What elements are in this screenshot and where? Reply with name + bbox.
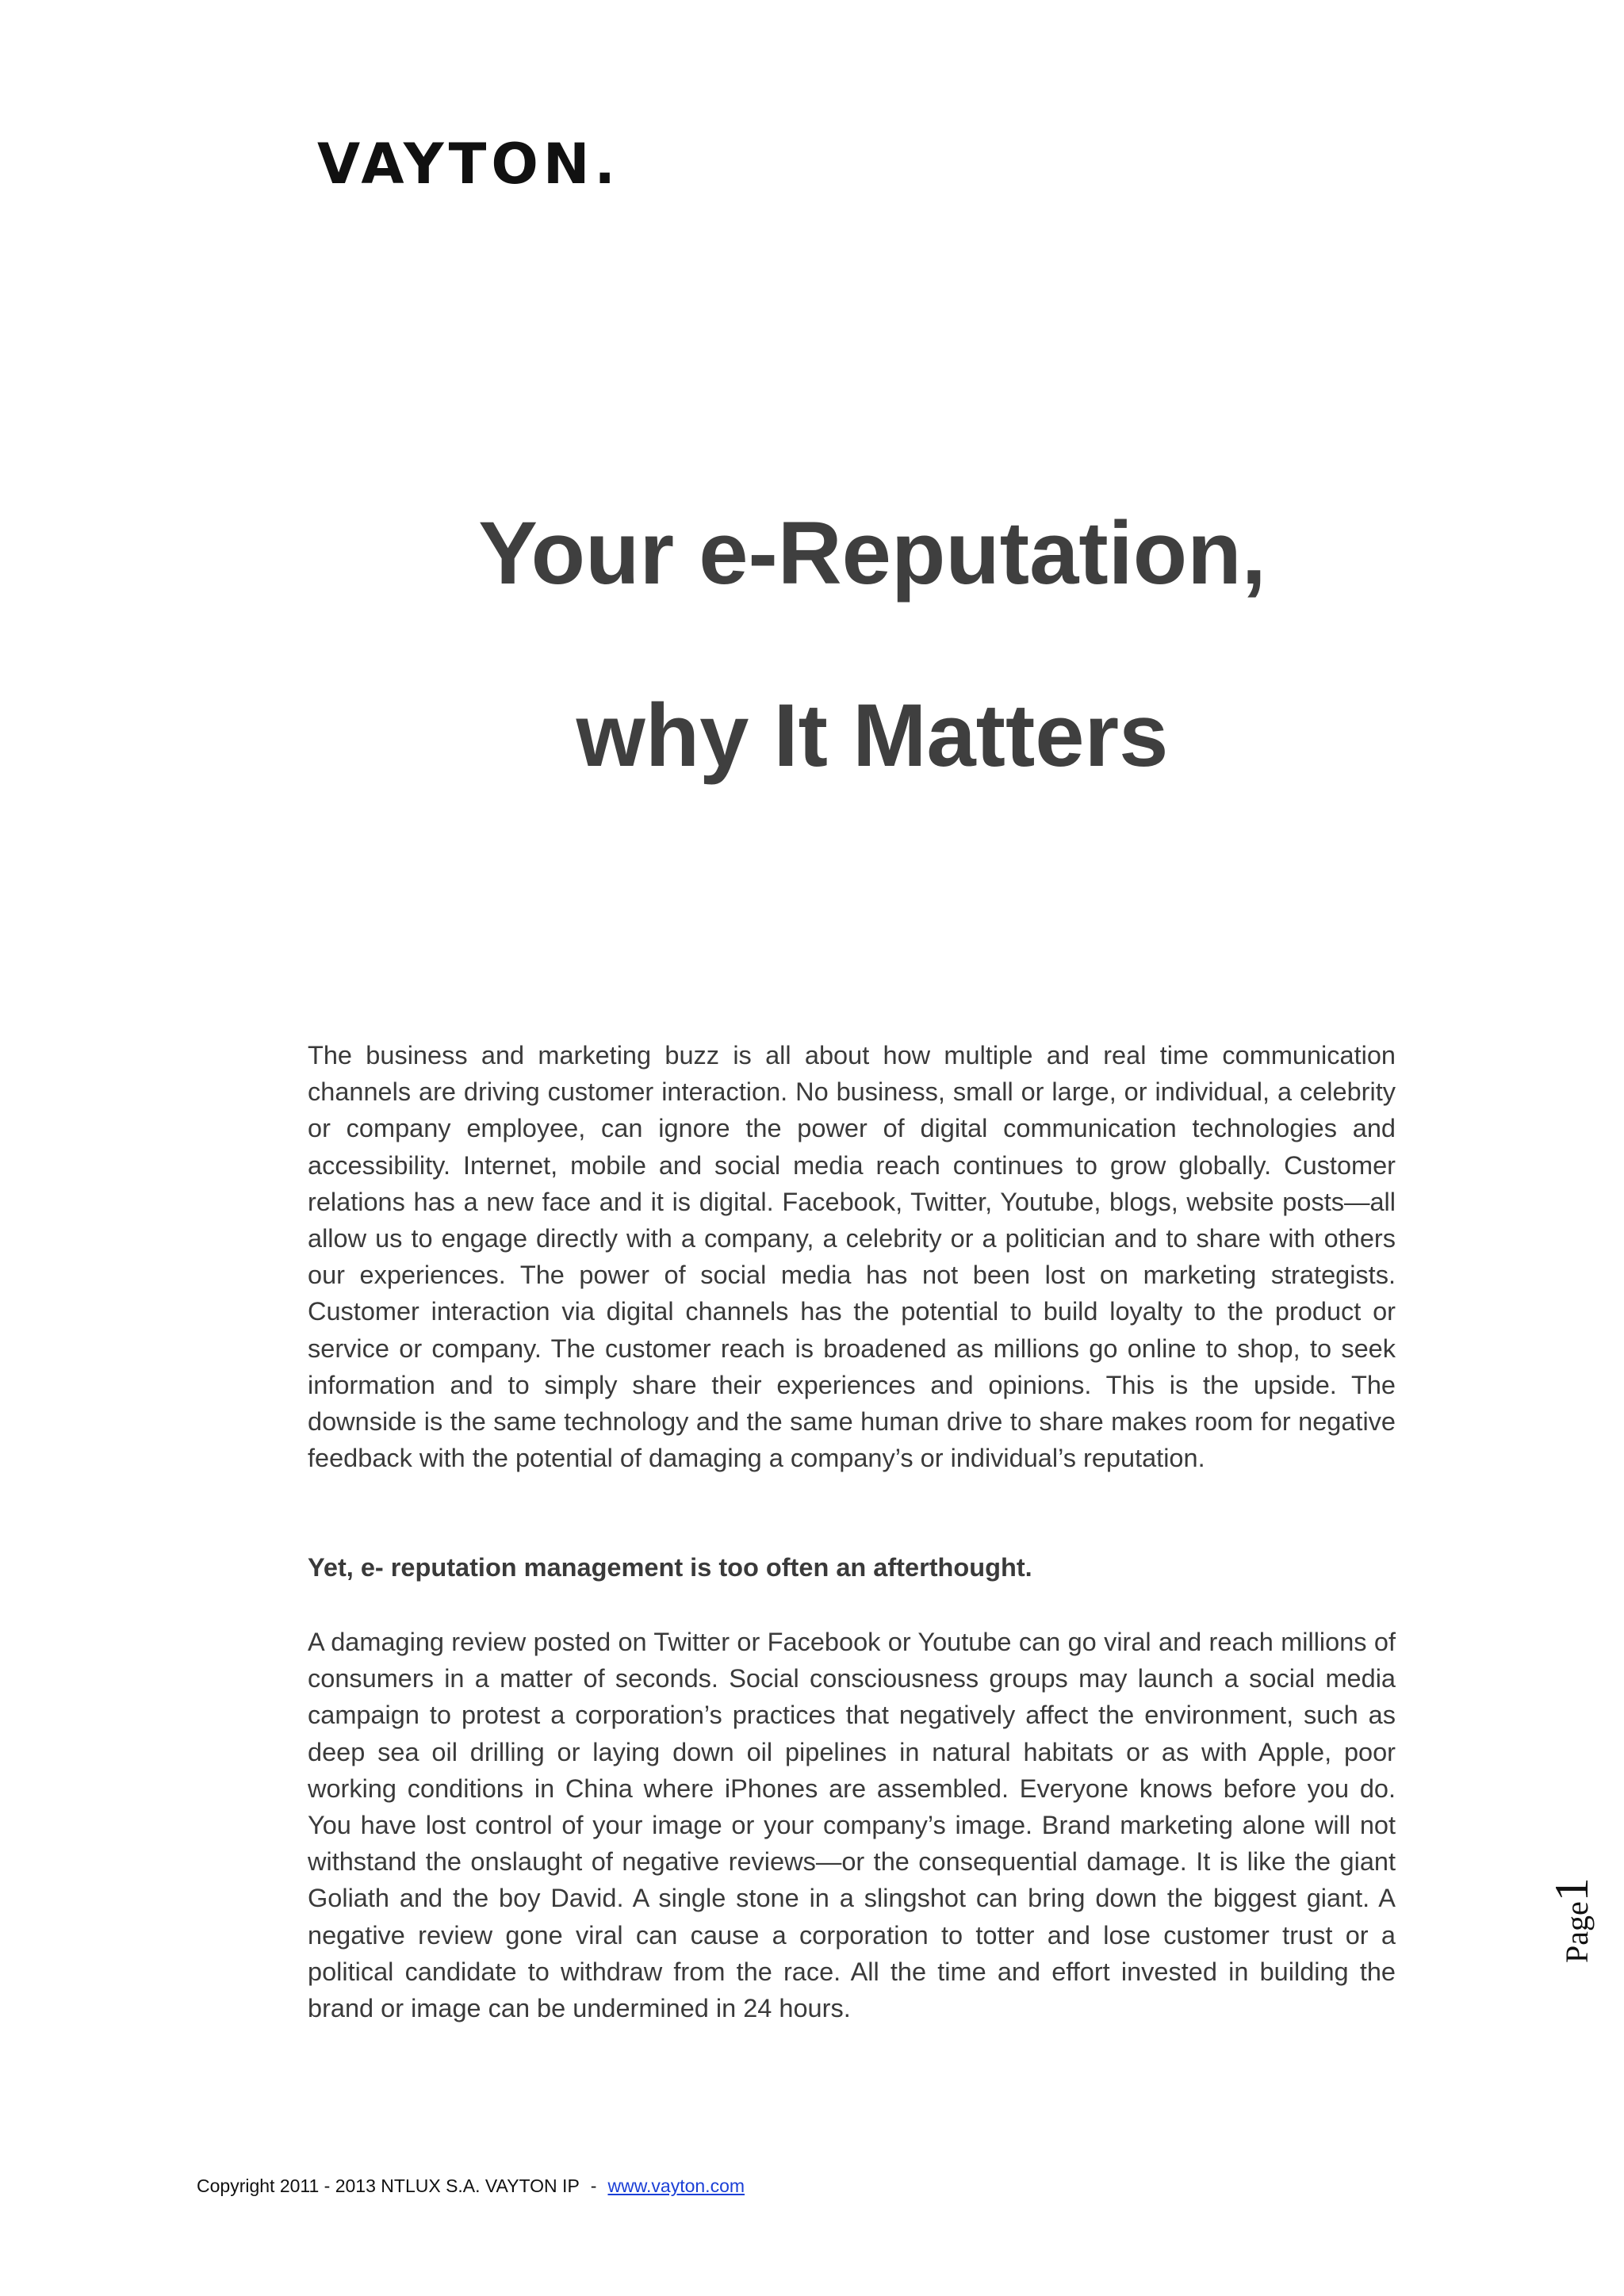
section-heading: Yet, e- reputation management is too often an afterthought. (308, 1553, 1032, 1582)
footer-copyright: Copyright 2011 - 2013 NTLUX S.A. VAYTON IP (197, 2175, 580, 2196)
footer (197, 2175, 745, 2197)
company-logo: VAYTON. (317, 132, 621, 197)
page-word: Page (1559, 1901, 1595, 1963)
page-number-label (1545, 1852, 1598, 1963)
page-number: 1 (1545, 1877, 1598, 1902)
footer-website-link[interactable]: www.vayton.com (607, 2175, 745, 2196)
body-paragraph-2: A damaging review posted on Twitter or Facebook or Youtube can go viral and reach millions of consumers in a matter of seconds. Social consciousness groups may launch a social media campaign to protest a corporation’s practices that negatively affect the environment, such as deep sea oil drilling or laying down oil pipelines in natural habitats or as with Apple, poor working conditions in China where iPhones are assembled. Everyone knows before you do. You have lost control of your image or your company’s image. Brand marketing alone will not withstand the onslaught of negative reviews—or the consequential damage. It is like the giant Goliath and the boy David. A single stone in a slingshot can bring down the biggest giant. A negative review gone viral can cause a corporation to totter and lose customer trust or a political candidate to withdraw from the race. All the time and effort invested in building the brand or image can be undermined in 24 hours. (308, 1628, 1396, 2023)
footer-separator: - (590, 2175, 597, 2196)
document-title-line-1: Your e-Reputation, (478, 503, 1266, 603)
body-paragraph-1: The business and marketing buzz is all about how multiple and real time communication channels are driving customer interaction. No business, small or large, or individual, a celebrity or company employee, can ignore the power of digital communication technologies and accessibility. Internet, mobile and social media reach continues to grow globally. Customer relations has a new face and it is digital. Facebook, Twitter, Youtube, blogs, website posts—all allow us to engage directly with a company, a celebrity or a politician and to share with others our experiences. The power of social media has not been lost on marketing strategists. Customer interaction via digital channels has the potential to build loyalty to the product or service or company. The customer reach is broadened as millions go online to shop, to seek information and to simply share their experiences and opinions. This is the upside. The downside is the same technology and the same human drive to share makes room for negative feedback with the potential of damaging a company’s or individual’s reputation. (308, 1041, 1396, 1473)
document-title-line-2: why It Matters (576, 686, 1169, 785)
